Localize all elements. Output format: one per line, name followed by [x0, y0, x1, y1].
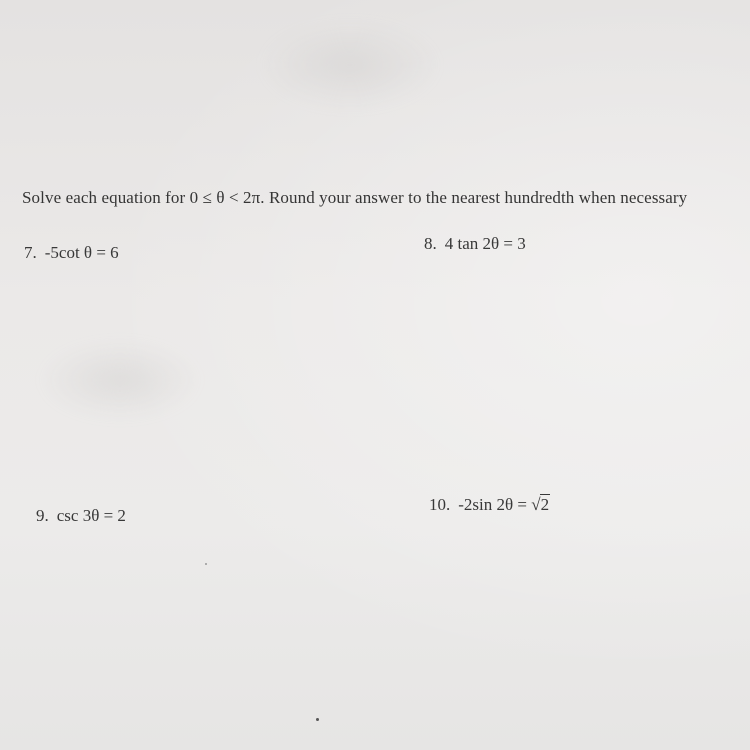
problem-10: [429, 495, 550, 515]
square-root: [531, 495, 550, 515]
paper-show-through: [260, 20, 440, 110]
problem-number: 10.: [429, 495, 451, 514]
instructions-text: Solve each equation for 0 ≤ θ < 2π. Round your answer to the nearest hundredth when necessary: [22, 188, 688, 207]
problem-equation: -5cot θ = 6: [44, 243, 119, 262]
radicand: 2: [540, 495, 550, 514]
problem-number: 9.: [36, 506, 49, 525]
radical-sign: √: [531, 495, 541, 514]
problem-equation: 4 tan 2θ = 3: [444, 234, 526, 253]
paper-speck: [316, 718, 319, 721]
problem-equation: csc 3θ = 2: [56, 506, 126, 525]
problem-equation: -2sin 2θ =: [458, 495, 532, 514]
problem-8: [424, 234, 526, 254]
problem-7: [24, 243, 119, 263]
paper-speck: [205, 563, 207, 565]
paper-show-through: [40, 340, 200, 420]
problem-9: [36, 506, 126, 526]
problem-number: 7.: [24, 243, 37, 262]
problem-number: 8.: [424, 234, 437, 253]
